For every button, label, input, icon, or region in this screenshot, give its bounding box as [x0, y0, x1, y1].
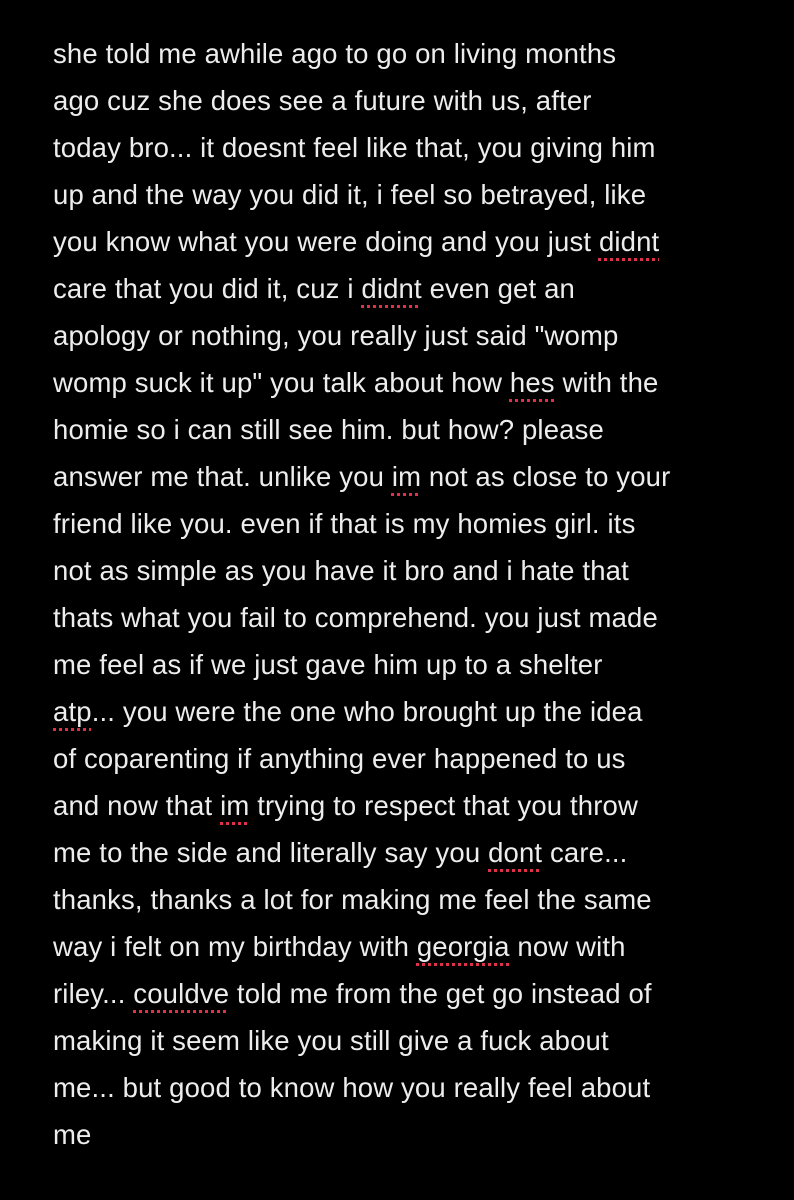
note-text-segment: womp suck it up" you talk about how [53, 367, 510, 398]
note-text-segment: up and the way you did it, i feel so betrayed, like [53, 179, 647, 210]
note-line [53, 970, 773, 1017]
note-text-segment: me [53, 1119, 92, 1150]
note-text-segment: answer me that. unlike you [53, 461, 392, 492]
note-line [53, 594, 773, 641]
misspelled-word: hes [509, 367, 555, 398]
note-line [53, 688, 773, 735]
note-line [53, 77, 773, 124]
note-line [53, 359, 773, 406]
note-text-segment: me... but good to know how you really feel about [53, 1072, 651, 1103]
note-line [53, 1111, 773, 1158]
misspelled-word: dont [488, 837, 543, 868]
note-text-segment: even get an [421, 273, 575, 304]
note-text-segment: now with [509, 931, 626, 962]
note-text-segment: she told me awhile ago to go on living months [53, 38, 617, 69]
note-line [53, 406, 773, 453]
note-text-segment: me to the side and literally say you [53, 837, 489, 868]
note-text-segment: care that you did it, cuz i [53, 273, 362, 304]
note-text-segment: me feel as if we just gave him up to a shelter [53, 649, 603, 680]
note-line [53, 782, 773, 829]
note-text-segment: today bro... it doesnt feel like that, you giving him [53, 132, 656, 163]
note-text-segment: not as close to your [421, 461, 671, 492]
note-line [53, 547, 773, 594]
note-line [53, 218, 773, 265]
note-text-segment: ... you were the one who brought up the idea [91, 696, 643, 727]
note-line [53, 1017, 773, 1064]
note-text-segment: not as simple as you have it bro and i hate that [53, 555, 629, 586]
misspelled-word: im [220, 790, 250, 821]
note-line [53, 500, 773, 547]
note-text-segment: care... [542, 837, 628, 868]
note-text-segment: apology or nothing, you really just said "womp [53, 320, 619, 351]
note-text-segment: of coparenting if anything ever happened to us [53, 743, 626, 774]
note-text-segment: with the [554, 367, 659, 398]
note-text-segment: making it seem like you still give a fuck about [53, 1025, 609, 1056]
note-text-segment: friend like you. even if that is my homies girl. its [53, 508, 636, 539]
misspelled-word: couldve [133, 978, 230, 1009]
note-text-segment: way i felt on my birthday with [53, 931, 417, 962]
note-line [53, 829, 773, 876]
note-line [53, 453, 773, 500]
misspelled-word: im [391, 461, 422, 492]
note-line [53, 641, 773, 688]
note-text-segment: thats what you fail to comprehend. you just made [53, 602, 658, 633]
note-line [53, 735, 773, 782]
note-text-segment: thanks, thanks a lot for making me feel the same [53, 884, 652, 915]
misspelled-word: didnt [361, 273, 422, 304]
note-line [53, 923, 773, 970]
note-text-segment: homie so i can still see him. but how? please [53, 414, 604, 445]
misspelled-word: atp [53, 696, 92, 727]
note-text-segment: you know what you were doing and you just [53, 226, 599, 257]
note-line [53, 124, 773, 171]
note-line [53, 171, 773, 218]
note-text-area[interactable] [53, 30, 773, 1158]
note-line [53, 265, 773, 312]
note-line [53, 30, 773, 77]
note-text-segment: ago cuz she does see a future with us, after [53, 85, 592, 116]
note-line [53, 876, 773, 923]
note-line [53, 312, 773, 359]
note-text-segment: told me from the get go instead of [229, 978, 652, 1009]
note-text-segment: riley... [53, 978, 134, 1009]
misspelled-word: didnt [598, 226, 660, 257]
note-text-segment: trying to respect that you throw [249, 790, 639, 821]
note-line [53, 1064, 773, 1111]
note-text-segment: and now that [53, 790, 221, 821]
misspelled-word: georgia [416, 931, 510, 962]
